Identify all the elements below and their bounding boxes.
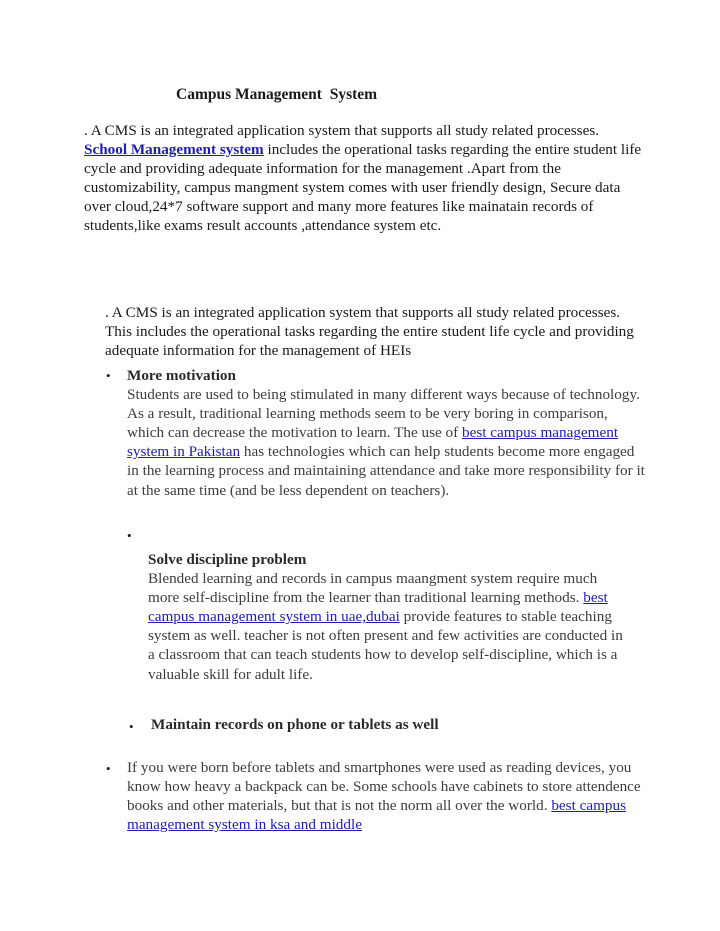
section-text-before: Students are used to being stimulated in many different ways because of technology. As a result, traditional learning methods seem to be very boring in comparison, which can decrease the motivation to learn. The use of: [127, 386, 640, 442]
bullet-tablets: •: [106, 761, 111, 776]
intro-paragraph: [84, 121, 644, 236]
bullet-maintain-records: •: [129, 719, 134, 734]
bullet-more-motivation: •: [106, 368, 111, 383]
section-more-motivation: [127, 366, 647, 500]
best-campus-management-uae-dubai-link[interactable]: best campus management system in uae,dubai: [148, 589, 608, 626]
intro-text-before: . A CMS is an integrated application system that supports all study related processes.: [84, 122, 600, 139]
best-campus-management-ksa-link[interactable]: best campus management system in ksa and middle: [127, 797, 626, 834]
best-campus-management-pakistan-link[interactable]: best campus management system in Pakistan: [127, 424, 619, 461]
intro-text-after: includes the operational tasks regarding the entire student life cycle and providing adequate information for the management .Apart from the customizability, campus mangment system comes with user friendly design, Secure data over cloud,24*7 software support and many more features like mainatain records of students,like exams result accounts ,attendance system etc.: [84, 141, 642, 235]
document-title: Campus Management System: [176, 86, 378, 103]
bullet-empty: •: [127, 528, 132, 543]
school-management-system-link[interactable]: School Management system: [84, 141, 264, 159]
section-heading-solve-discipline: Solve discipline problem: [148, 551, 307, 568]
section-text-after: has technologies which can help students become more engaged in the learning process and maintaining attendance and take more responsibility for it at the same time (and be less dependent on teachers).: [127, 443, 645, 499]
section-solve-discipline: [148, 550, 628, 684]
section-tablets-paragraph: [127, 758, 647, 834]
section-heading-maintain-records: Maintain records on phone or tablets as well: [151, 716, 439, 733]
section-text-after: provide features to stable teaching system as well. teacher is not often present and few activities are conducted in a classroom that can teach students how to develop self-discipline, which is a valuable skill for adult life.: [148, 608, 623, 683]
section-text-before: If you were born before tablets and smartphones were used as reading devices, you know how heavy a backpack can be. Some schools have cabinets to store attendence books and other materials, but that is not the norm all over the world.: [127, 759, 641, 815]
section-heading-more-motivation: More motivation: [127, 367, 236, 384]
second-intro-paragraph: . A CMS is an integrated application system that supports all study related processes. This includes the operational tasks regarding the entire student life cycle and providing adequate information for the management of HEIs: [105, 304, 634, 360]
section-text-before: Blended learning and records in campus maangment system require much more self-discipline from the learner than traditional learning methods.: [148, 570, 598, 607]
